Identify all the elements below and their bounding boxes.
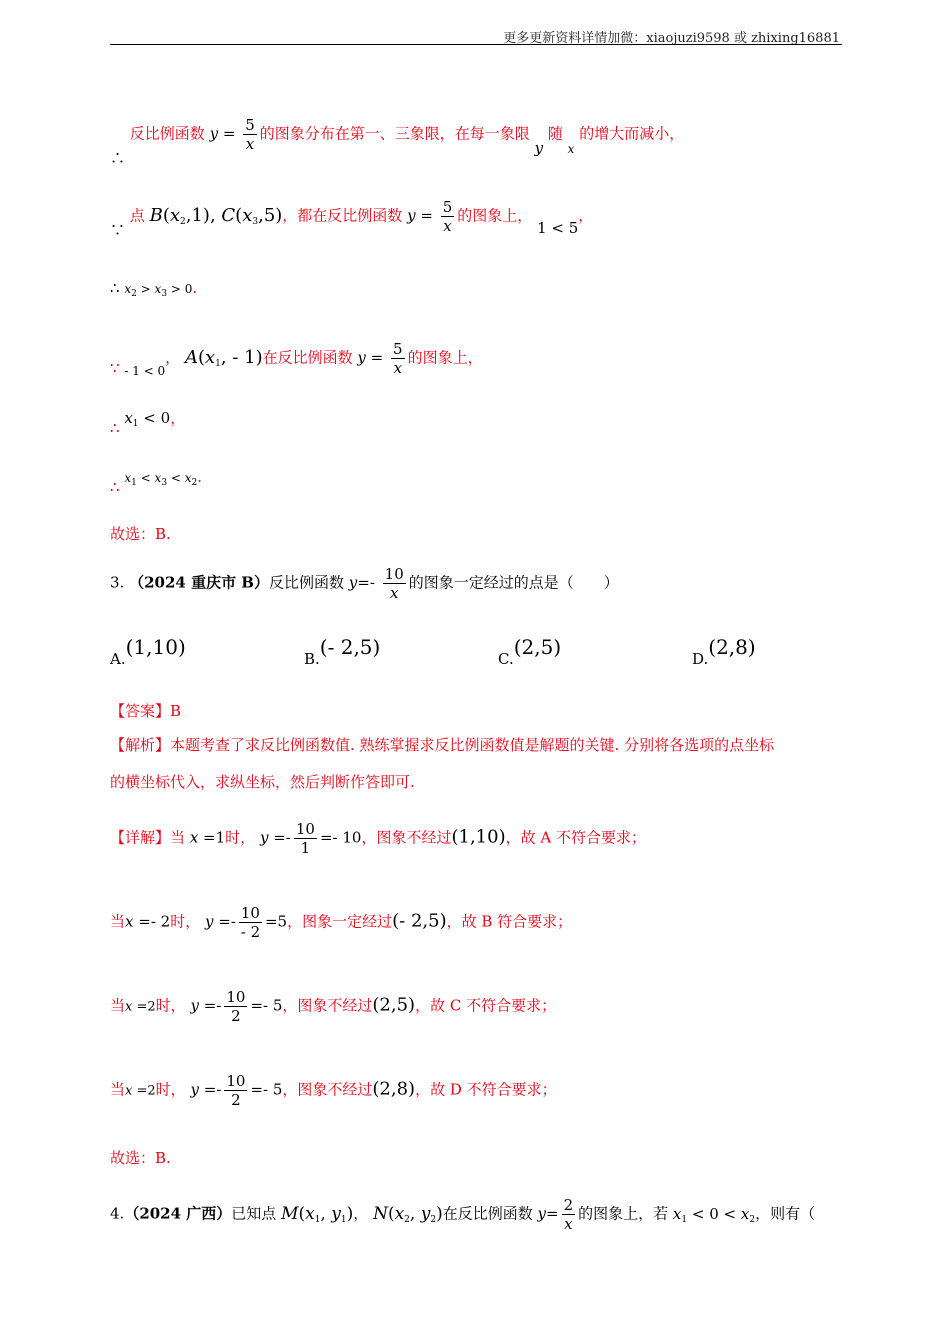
q3-detail-1: 【详解】当 x =1时， y =- $\frac{10}{1}$ =- 10，图象不经过(1,10)，故 A 不符合要求； [110,820,646,857]
header-text: 更多更新资料详情加微：xiaojuzi9598 或 zhixing16881 [503,31,840,46]
q3-answer: 【答案】B [110,702,182,720]
q3-option-d[interactable]: D.(2,8) [692,635,756,668]
q3-stem: 3. （2024 重庆市 B）反比例函数 y=- $\frac{10}{x}$ 的图象一定经过的点是（ ） [110,565,619,602]
q3-conclusion: 故选：B. [110,1149,171,1167]
proof-line-5: ∴ $x_1 < 0$， [110,409,186,437]
proof-line-4: ∵ $_{- 1 < 0}$， $A(x_1$, - 1)在反比例函数 y = $\frac{5}{x}$ 的图象上， [110,340,483,378]
proof-line-3: ∴ $x_2 > x_3 > 0$. [110,279,198,299]
q3-option-c[interactable]: C.(2,5) [498,635,562,668]
q3-analysis-line-1: 【解析】本题考查了求反比例函数值. 熟练掌握求反比例函数值是解题的关键. 分别将各选项的点坐标 [110,736,775,754]
proof-line-1: ∴ 反比例函数 y = $\frac{5}{x}$ 的图象分布在第一、三象限，在每一象限 y 随 $_x$ 的增大而减小， [110,116,685,167]
q3-option-a[interactable]: A.(1,10) [110,635,186,668]
q3-detail-4: 当x =2时， y =- $\frac{10}{2}$ =- 5，图象不经过(2,8)，故 D 不符合要求； [110,1072,557,1109]
proof-conclusion: 故选：B. [110,525,171,543]
proof-line-2: ∵ 点 $B(x_2,1)$, $C(x_3,5)$，都在反比例函数 y = $\frac{5}{x}$ 的图象上， 1 < 5， [110,198,594,239]
q4-stem: 4.（2024 广西）已知点 $M(x_1$, $y_1$)， $N(x_2$, $y_2$)在反比例函数 y= $\frac{2}{x}$ 的图象上，若 $x_1 < 0 < x_2$，则有（ [110,1196,816,1233]
header-rule [110,44,842,45]
q3-detail-2: 当x =- 2时， y =- $\frac{10}{- 2}$ =5，图象一定经过(- 2,5)，故 B 符合要求； [110,904,573,941]
proof-line-6: ∴ $x_1 < x_3 < x_2$. [110,468,203,496]
q3-option-b[interactable]: B.(- 2,5) [304,635,381,668]
q3-detail-3: 当x =2时， y =- $\frac{10}{2}$ =- 5，图象不经过(2,5)，故 C 不符合要求； [110,988,557,1025]
q3-analysis-line-2: 的横坐标代入，求纵坐标，然后判断作答即可. [110,773,415,791]
